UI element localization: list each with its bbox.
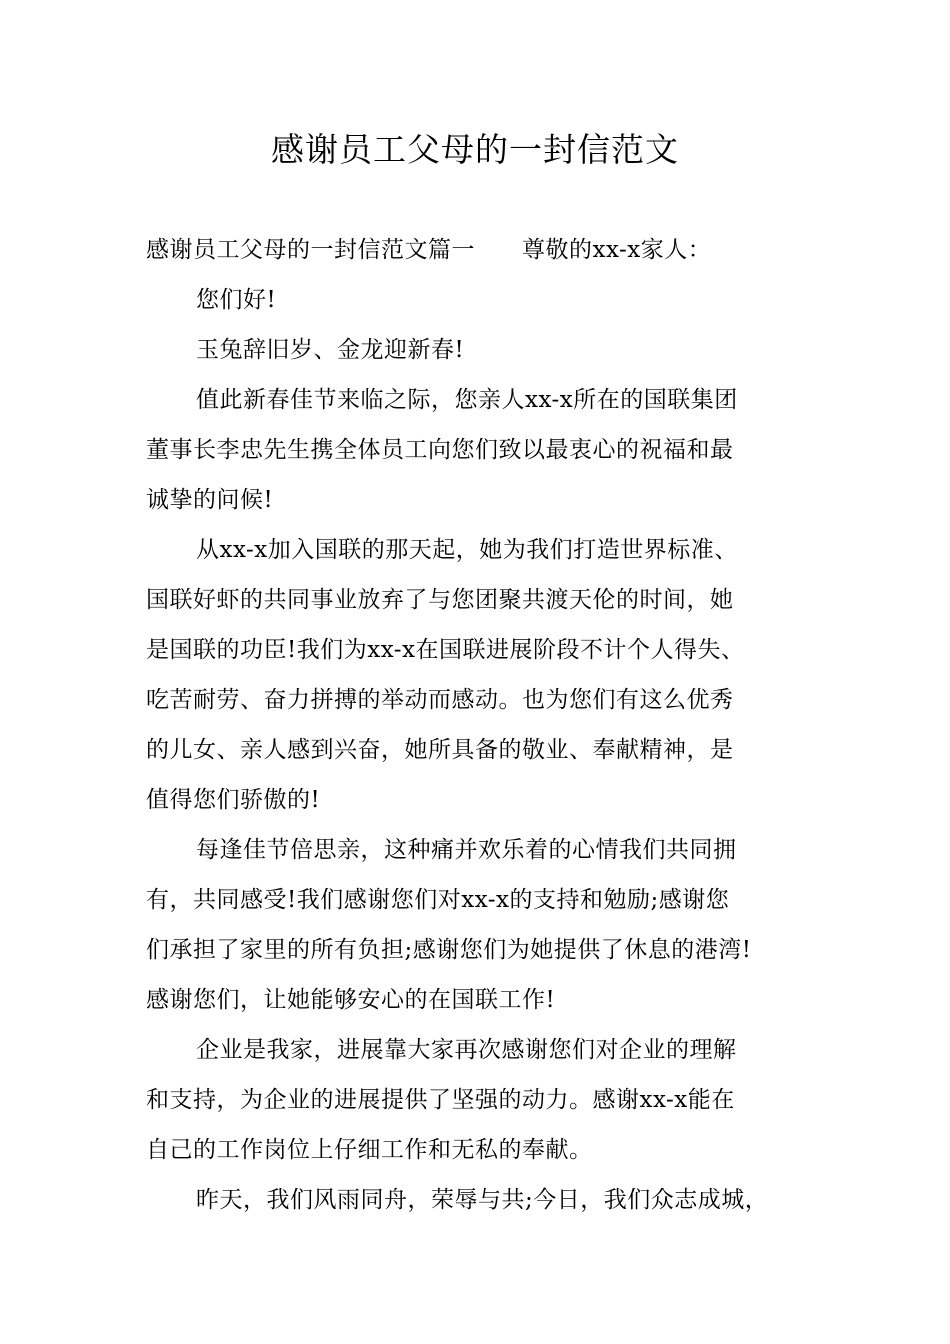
text-line: 自己的工作岗位上仔细工作和无私的奉献。 [146,1137,593,1163]
text-line: 董事长李忠先生携全体员工向您们致以最衷心的祝福和最 [146,437,734,463]
text-line: 们承担了家里的所有负担;感谢您们为她提供了休息的港湾! [146,937,752,963]
text-line: 昨天，我们风雨同舟，荣辱与共;今日，我们众志成城， [196,1187,769,1213]
text-line: 感谢员工父母的一封信范文篇一 尊敬的xx-x家人： [146,237,712,263]
text-line: 的儿女、亲人感到兴奋，她所具备的敬业、奉献精神，是 [146,737,734,763]
letter-body [146,225,822,1225]
text-line: 企业是我家，进展靠大家再次感谢您们对企业的理解 [196,1037,737,1063]
text-line: 您们好! [196,287,277,313]
text-line: 诚挚的问候! [146,487,274,513]
text-line: 国联好虾的共同事业放弃了与您团聚共渡天伦的时间，她 [146,587,734,613]
text-line: 值得您们骄傲的! [146,787,321,813]
text-line: 每逢佳节倍思亲，这种痛并欢乐着的心情我们共同拥 [196,837,737,863]
text-line: 是国联的功臣!我们为xx-x在国联进展阶段不计个人得失、 [146,637,745,663]
text-line: 玉兔辞旧岁、金龙迎新春! [196,337,465,363]
text-line: 值此新春佳节来临之际，您亲人xx-x所在的国联集团 [196,387,738,413]
text-line: 有，共同感受!我们感谢您们对xx-x的支持和勉励;感谢您 [146,887,730,913]
text-line: 感谢您们，让她能够安心的在国联工作! [146,987,556,1013]
document-title: 感谢员工父母的一封信范文 [271,130,679,169]
text-line: 从xx-x加入国联的那天起，她为我们打造世界标准、 [196,537,738,563]
text-line: 和支持，为企业的进展提供了坚强的动力。感谢xx-x能在 [146,1087,735,1113]
text-line: 吃苦耐劳、奋力拼搏的举动而感动。也为您们有这么优秀 [146,687,734,713]
